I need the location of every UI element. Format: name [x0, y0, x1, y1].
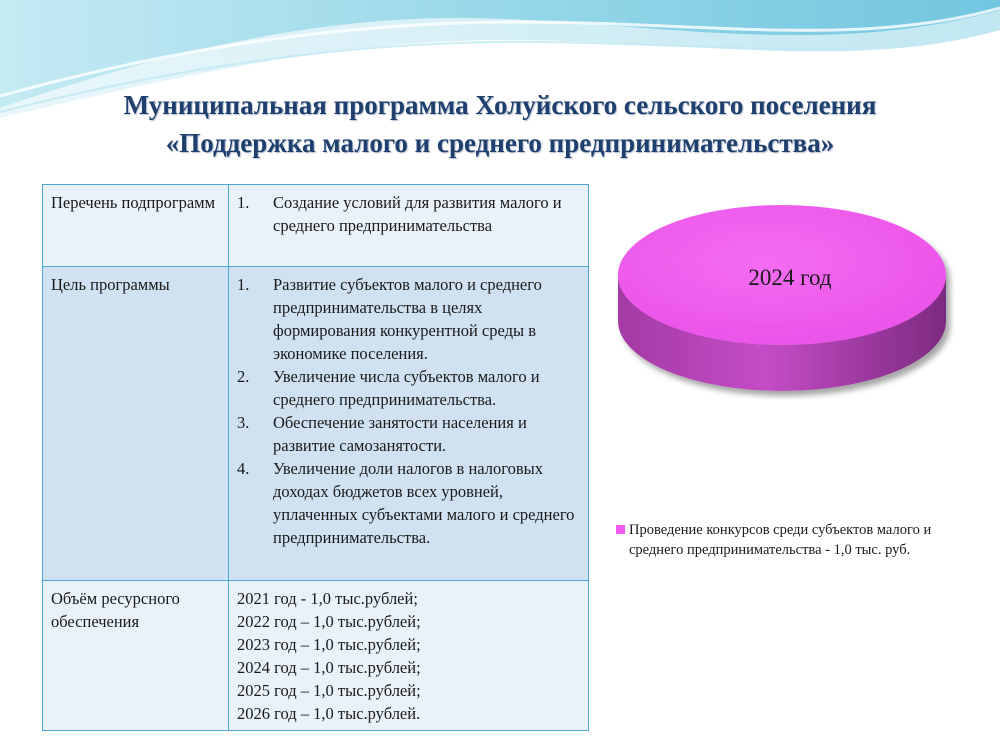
list-item [237, 191, 580, 237]
funding-line: 2026 год – 1,0 тыс.рублей. [237, 704, 421, 723]
pie-slice [618, 205, 946, 391]
list-item-number: 1. [237, 275, 250, 294]
row-content-funding [229, 581, 589, 731]
pie-chart [606, 200, 956, 400]
list-item-text: Увеличение доли налогов в налоговых доходах бюджетов всех уровней, уплаченных субъектами малого и среднего предпринимательства. [273, 459, 575, 547]
list-item-text: Увеличение числа субъектов малого и среднего предпринимательства. [273, 367, 540, 409]
list-item [237, 365, 580, 411]
row-content-subprograms [229, 185, 589, 267]
row-label-goal: Цель программы [43, 267, 229, 581]
slide-title-line2: «Поддержка малого и среднего предпринимательства» [165, 128, 835, 158]
legend-swatch [616, 525, 625, 534]
row-content-goal [229, 267, 589, 581]
funding-line: 2024 год – 1,0 тыс.рублей; [237, 658, 421, 677]
list-item-number: 4. [237, 459, 250, 478]
table-row [43, 581, 589, 731]
program-table [42, 184, 589, 731]
slide-title-line1: Муниципальная программа Холуйского сельского поселения [123, 90, 877, 120]
list-item-text: Развитие субъектов малого и среднего предпринимательства в целях формирования конкурентной среды в экономике поселения. [273, 275, 542, 363]
table-row [43, 185, 589, 267]
list-item [237, 411, 580, 457]
chart-title: 2024 год [748, 265, 832, 290]
list-item-text: Обеспечение занятости населения и развитие самозанятости. [273, 413, 527, 455]
legend-label: Проведение конкурсов среди субъектов малого и среднего предпринимательства - 1,0 тыс. руб. [629, 522, 932, 558]
slide-title [0, 86, 1000, 162]
row-label-funding: Объём ресурсного обеспечения [43, 581, 229, 731]
row-label-subprograms: Перечень подпрограмм [43, 185, 229, 267]
list-item-number: 3. [237, 413, 250, 432]
chart-legend [612, 520, 972, 560]
list-item-text: Создание условий для развития малого и среднего предпринимательства [273, 193, 562, 235]
funding-line: 2021 год - 1,0 тыс.рублей; [237, 589, 418, 608]
funding-line: 2022 год – 1,0 тыс.рублей; [237, 612, 421, 631]
funding-line: 2023 год – 1,0 тыс.рублей; [237, 635, 421, 654]
list-item-number: 2. [237, 367, 250, 386]
table-row [43, 267, 589, 581]
list-item [237, 457, 580, 549]
list-item-number: 1. [237, 193, 250, 212]
list-item [237, 273, 580, 365]
funding-line: 2025 год – 1,0 тыс.рублей; [237, 681, 421, 700]
